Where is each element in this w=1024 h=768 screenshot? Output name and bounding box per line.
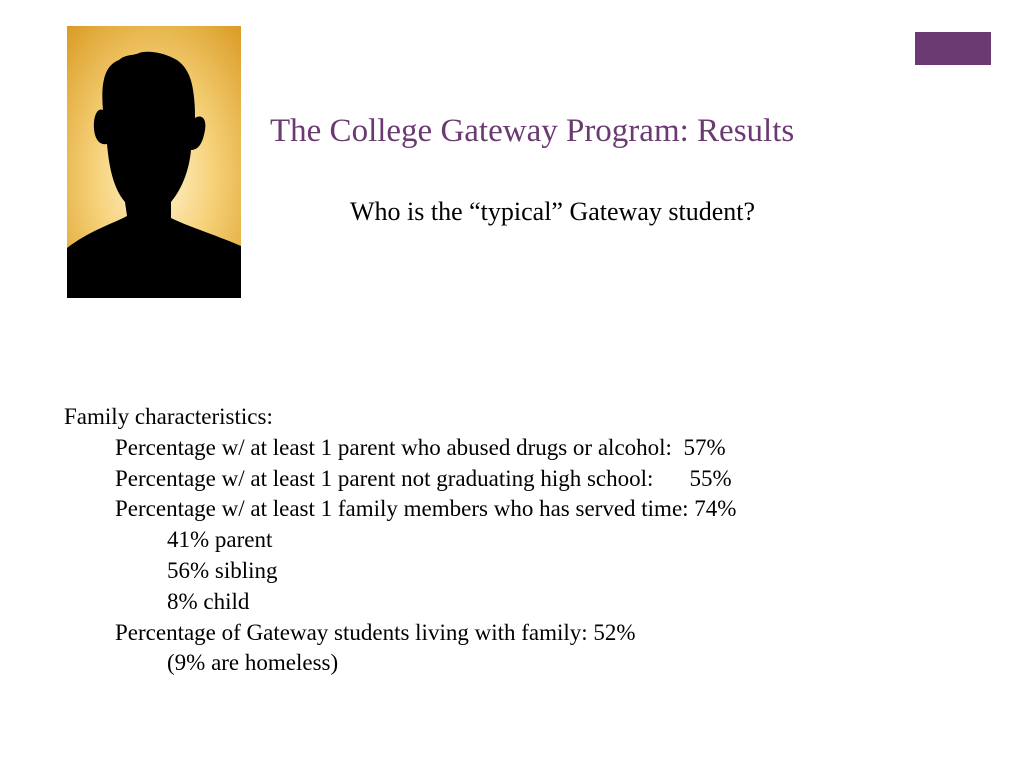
- slide-title: The College Gateway Program: Results: [270, 113, 795, 149]
- stat-line-living-with-family: [64, 618, 964, 649]
- breakdown-child: 8% child: [167, 588, 250, 614]
- stat-value: 74%: [694, 496, 737, 522]
- person-silhouette-icon: [67, 26, 241, 298]
- section-heading: Family characteristics:: [64, 404, 273, 429]
- slide-subtitle: Who is the “typical” Gateway student?: [350, 197, 756, 226]
- homeless-note: (9% are homeless): [167, 650, 339, 676]
- stat-line-served-time: [64, 494, 964, 525]
- stat-label: Percentage w/ at least 1 family members who has served time:: [115, 496, 689, 522]
- stat-label: Percentage w/ at least 1 parent not graduating high school:: [115, 465, 654, 491]
- accent-block: [915, 32, 991, 65]
- stat-value: 52%: [593, 619, 636, 645]
- stat-line-drugs-alcohol: [64, 433, 964, 464]
- family-characteristics-section: [64, 402, 964, 679]
- stat-value: 57%: [683, 434, 726, 460]
- stat-label: Percentage of Gateway students living with family:: [115, 619, 588, 645]
- stat-line-high-school: [64, 464, 964, 495]
- student-silhouette-photo: [67, 26, 241, 298]
- breakdown-parent: 41% parent: [167, 527, 273, 553]
- breakdown-sibling: 56% sibling: [167, 557, 278, 583]
- stat-label: Percentage w/ at least 1 parent who abused drugs or alcohol:: [115, 434, 672, 460]
- stat-value: 55%: [689, 465, 732, 491]
